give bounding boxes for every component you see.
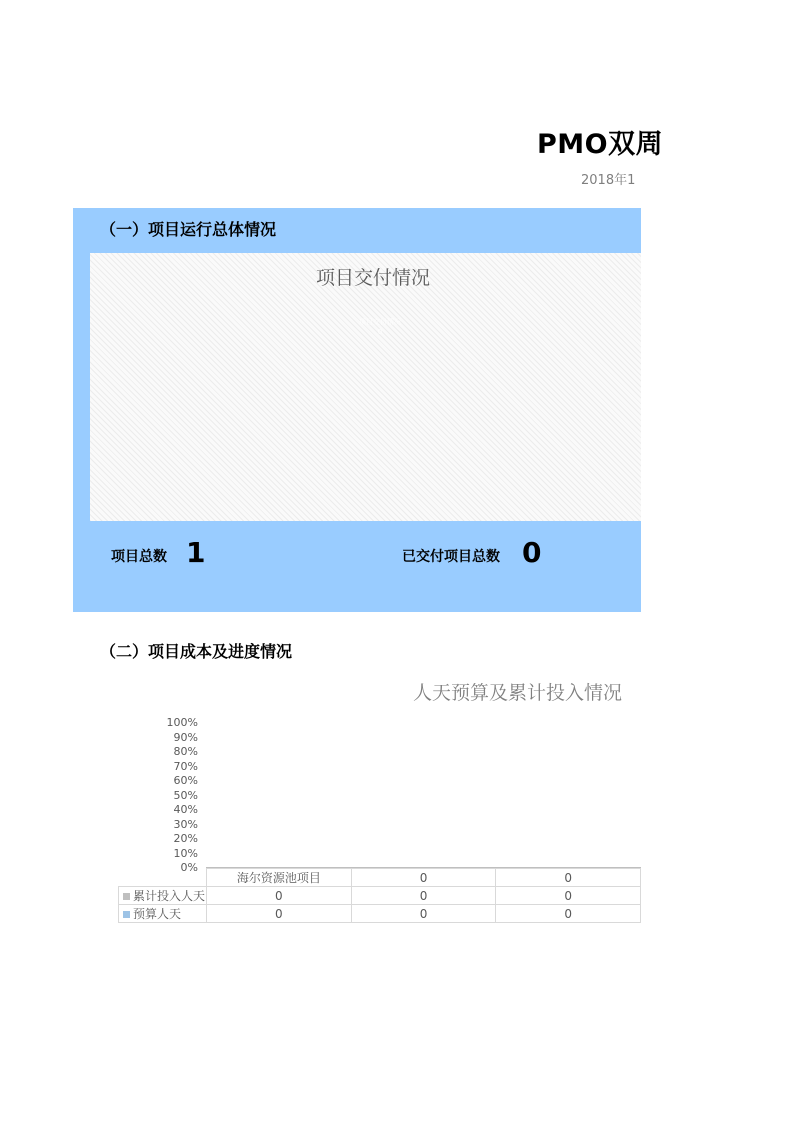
y-tick-label: 0% <box>180 861 198 874</box>
legend-swatch <box>123 911 130 918</box>
report-date: 2018年1 <box>581 173 636 188</box>
delivery-chart-placeholder <box>345 317 415 339</box>
corner-cell <box>119 869 207 887</box>
delivery-chart[interactable] <box>90 253 641 521</box>
section1-heading: （一）项目运行总体情况 <box>100 220 277 239</box>
value-cell: 0 <box>496 905 641 923</box>
y-tick-label: 30% <box>173 817 198 831</box>
delivery-chart-title: 项目交付情况 <box>316 267 431 289</box>
series-row-budget <box>119 905 641 923</box>
y-tick-label: 80% <box>173 745 198 758</box>
manday-chart-data-table <box>118 868 641 923</box>
total-projects-value: 1 <box>186 536 206 569</box>
y-tick-label: 100% <box>166 716 198 729</box>
value-cell: 0 <box>351 887 496 905</box>
series-name: 预算人天 <box>133 907 182 921</box>
value-cell: 0 <box>206 887 351 905</box>
series-row-cumulative <box>119 887 641 905</box>
category-cell: 0 <box>496 869 641 887</box>
total-projects-label: 项目总数 <box>111 549 167 565</box>
value-cell: 0 <box>206 905 351 923</box>
y-tick-label: 40% <box>173 803 198 816</box>
value-cell: 0 <box>496 887 641 905</box>
y-tick-label: 70% <box>173 759 198 773</box>
manday-chart-title: 人天预算及累计投入情况 <box>413 682 623 704</box>
y-tick-label: 20% <box>173 832 198 845</box>
legend-swatch <box>123 893 130 900</box>
value-cell: 0 <box>351 905 496 923</box>
category-row <box>119 869 641 887</box>
category-cell: 0 <box>351 869 496 887</box>
report-title: PMO双周 <box>537 129 664 160</box>
placeholder-value: 0 <box>377 328 383 336</box>
placeholder-label: 项目交付情况 <box>359 318 401 326</box>
y-tick-label: 50% <box>173 788 198 802</box>
series-name: 累计投入人天 <box>133 889 206 903</box>
series-legend-budget <box>119 905 207 923</box>
y-tick-label: 60% <box>173 774 198 787</box>
series-legend-cumulative <box>119 887 207 905</box>
section2-heading: （二）项目成本及进度情况 <box>100 642 293 661</box>
y-tick-label: 90% <box>173 730 198 744</box>
delivered-projects-value: 0 <box>522 536 542 569</box>
y-tick-label: 10% <box>173 846 198 860</box>
category-cell: 海尔资源池项目 <box>206 869 351 887</box>
delivered-projects-label: 已交付项目总数 <box>402 549 500 565</box>
